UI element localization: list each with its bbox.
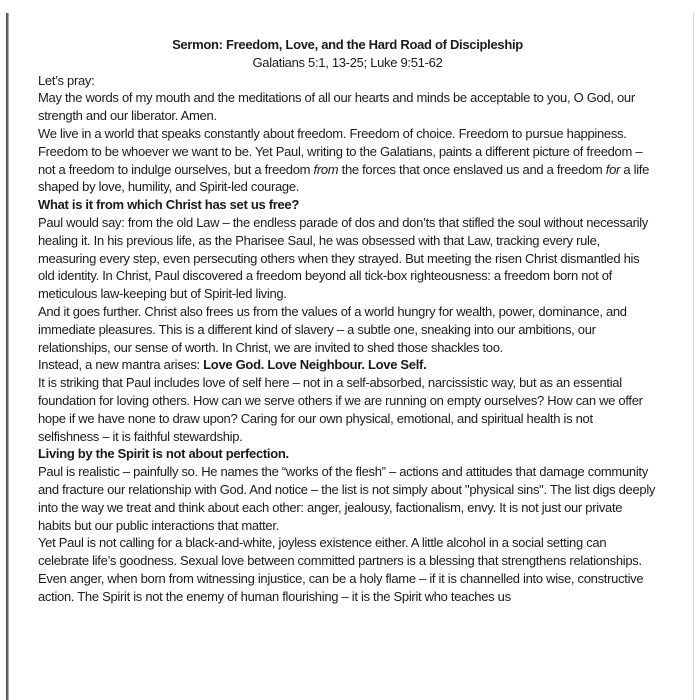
paragraph	[38, 534, 657, 605]
paragraph	[38, 89, 657, 125]
paragraph	[38, 125, 657, 196]
text-segment-normal: the forces that once enslaved us and a freedom	[338, 161, 606, 177]
text-segment-normal: Paul is realistic – painfully so. He names the “works of the flesh” – actions and attitudes that damage community and fracture our relationship with God. And notice – the list is not simply about "physical sins". The list digs deeply into the way we treat and think about each other: anger, jealousy, factionalism, envy. It is not just our private habits but our public interactions that matter.	[38, 464, 656, 533]
paragraph	[38, 303, 657, 356]
document-title: Sermon: Freedom, Love, and the Hard Road of Discipleship	[172, 37, 523, 52]
text-segment-normal: May the words of my mouth and the meditations of all our hearts and minds be acceptable to you, O God, our strength and our liberator. Amen.	[38, 90, 635, 124]
text-segment-normal: What is it from which Christ has set us free?	[38, 197, 299, 213]
text-segment-normal: And it goes further. Christ also frees us from the values of a world hungry for wealth, power, dominance, and immediate pleasures. This is a different kind of slavery – a subtle one, sneaking into our ambitions, our relationships, our sense of worth. In Christ, we are invited to shed those shackles too.	[38, 303, 627, 355]
text-segment-normal: Paul would say: from the old Law – the endless parade of dos and don’ts that stifled the soul without necessarily healing it. In his previous life, as the Pharisee Saul, he was obsessed with that Law, tracking every rule, measuring every step, even persecuting others when they strayed. But meeting the risen Christ dismantled his old identity. In Christ, Paul discovered a freedom beyond all tick-box righteousness: a freedom born not of meticulous law-keeping but of Spirit-led living.	[38, 214, 648, 302]
paragraph	[38, 463, 657, 534]
section-heading	[38, 445, 657, 463]
text-segment-normal: Living by the Spirit is not about perfection.	[38, 446, 289, 462]
scripture-reference: Galatians 5:1, 13-25; Luke 9:51-62	[252, 54, 443, 70]
paragraph	[38, 356, 657, 445]
section-heading	[38, 196, 657, 214]
paragraph	[38, 214, 657, 303]
text-segment-italic: for	[605, 161, 621, 177]
text-segment-normal: It is striking that Paul includes love of self here – not in a self-absorbed, narcissistic way, but as an essential foundation for loving others. How can we serve others if we are running on empty ourselves? How can we offer hope if we have none to draw upon? Caring for our own physical, emotional, and spiritual health is not selfishness – it is faithful stewardship.	[38, 375, 643, 444]
paragraph	[38, 72, 657, 90]
text-segment-normal: a life shaped by love, humility, and Spirit-led courage.	[38, 161, 650, 195]
text-segment-normal: We live in a world that speaks constantly about freedom. Freedom of choice. Freedom to pursue happiness. Freedom to be whoever we want to be. Yet Paul, writing to the Galatians, paints a different picture of freedom – not a freedom to indulge ourselves, but a freedom	[38, 125, 643, 177]
text-segment-bold: Love God. Love Neighbour. Love Self.	[203, 357, 427, 373]
text-segment-italic: from	[313, 161, 339, 177]
text-segment-normal: Yet Paul is not calling for a black-and-white, joyless existence either. A little alcohol in a social setting can celebrate life’s goodness. Sexual love between committed partners is a blessing that strengthens relationships. Even anger, when born from witnessing injustice, can be a holy flame – if it is channelled into wise, constructive action. The Spirit is not the enemy of human flourishing – it is the Spirit who teaches us	[38, 535, 644, 604]
text-segment-normal: Let’s pray:	[38, 72, 95, 88]
document-body	[38, 72, 657, 606]
text-segment-normal: Instead, a new mantra arises:	[38, 357, 204, 373]
